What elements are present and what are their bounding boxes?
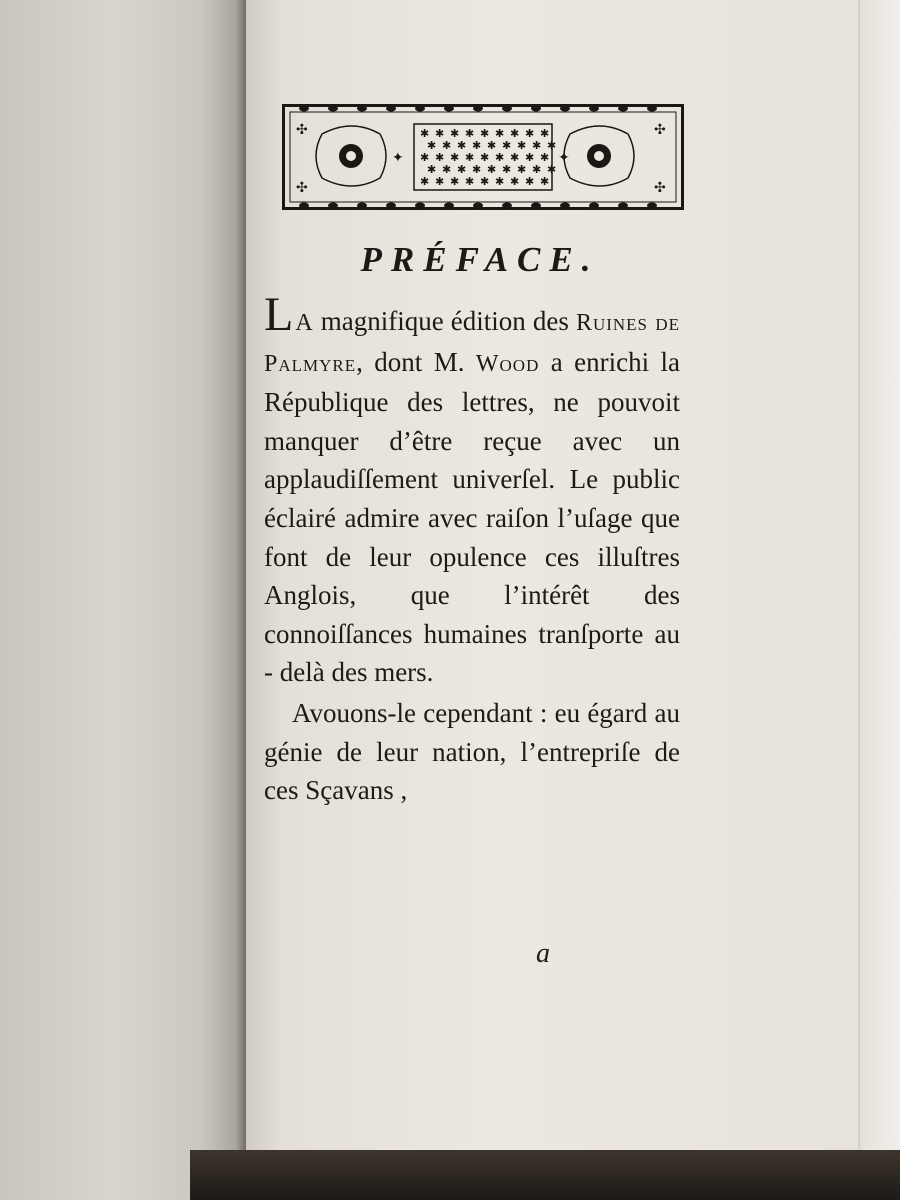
author-name: Wood — [475, 350, 540, 377]
star-ornament: ✱ — [495, 175, 505, 188]
svg-text:✣: ✣ — [654, 180, 666, 196]
star-ornament: ✱ — [442, 163, 452, 176]
border-bead — [560, 203, 570, 209]
star-ornament: ✱ — [487, 163, 497, 176]
border-bead — [502, 106, 512, 112]
border-bead — [618, 106, 628, 112]
border-bead — [357, 106, 367, 112]
svg-text:✣: ✣ — [296, 122, 308, 138]
paragraph-2: Avouons-le cependant : eu égard au génie de leur nation, l’entrepriſe de ces Sçavans , — [264, 697, 680, 806]
star-ornament: ✱ — [517, 139, 527, 152]
star-ornament: ✱ — [510, 127, 520, 140]
star-ornament: ✱ — [525, 151, 535, 164]
border-bead — [531, 106, 541, 112]
star-ornament: ✱ — [540, 151, 550, 164]
star-ornament: ✱ — [547, 163, 557, 176]
border-bead — [473, 203, 483, 209]
decorative-headband — [282, 104, 684, 210]
star-ornament: ✱ — [472, 163, 482, 176]
text-run: magnifique édition des — [313, 306, 576, 336]
star-ornament: ✱ — [435, 151, 445, 164]
left-page — [0, 0, 250, 1200]
star-ornament: ✱ — [465, 175, 475, 188]
border-bead — [444, 203, 454, 209]
star-ornament: ✱ — [457, 139, 467, 152]
page-bottom-shadow — [190, 1150, 900, 1200]
page-title: PRÉFACE. — [360, 240, 600, 279]
star-ornament: ✱ — [510, 151, 520, 164]
border-bead — [618, 203, 628, 209]
border-bead — [386, 203, 396, 209]
border-bead — [328, 106, 338, 112]
star-ornament: ✱ — [442, 139, 452, 152]
svg-text:✣: ✣ — [296, 180, 308, 196]
star-ornament: ✱ — [480, 175, 490, 188]
star-ornament: ✱ — [420, 175, 430, 188]
border-bead — [531, 203, 541, 209]
lead-small-caps: A — [295, 310, 314, 336]
signature-mark: a — [536, 938, 550, 969]
star-ornament: ✱ — [502, 163, 512, 176]
border-bead — [502, 203, 512, 209]
border-bead — [647, 106, 657, 112]
star-ornament: ✱ — [487, 139, 497, 152]
border-bead — [357, 203, 367, 209]
star-ornament: ✱ — [450, 151, 460, 164]
star-ornament: ✱ — [495, 151, 505, 164]
star-ornament: ✱ — [465, 151, 475, 164]
border-bead — [589, 106, 599, 112]
star-ornament: ✱ — [420, 127, 430, 140]
star-ornament: ✱ — [502, 139, 512, 152]
book-title: Ruines de Palmyre — [264, 310, 680, 377]
svg-text:✦: ✦ — [392, 150, 404, 166]
star-ornament: ✱ — [465, 127, 475, 140]
paragraph-1 — [264, 288, 680, 692]
star-ornament: ✱ — [480, 151, 490, 164]
star-ornament: ✱ — [517, 163, 527, 176]
star-ornament: ✱ — [510, 175, 520, 188]
star-ornament: ✱ — [435, 127, 445, 140]
star-ornament: ✱ — [427, 163, 437, 176]
border-bead — [415, 106, 425, 112]
star-ornament: ✱ — [472, 139, 482, 152]
border-bead — [415, 203, 425, 209]
svg-text:✣: ✣ — [654, 122, 666, 138]
star-ornament: ✱ — [480, 127, 490, 140]
star-ornament: ✱ — [540, 127, 550, 140]
border-bead — [444, 106, 454, 112]
star-ornament: ✱ — [525, 127, 535, 140]
border-bead — [647, 203, 657, 209]
star-ornament: ✱ — [525, 175, 535, 188]
star-ornament: ✱ — [532, 163, 542, 176]
star-ornament: ✱ — [495, 127, 505, 140]
star-ornament: ✱ — [540, 175, 550, 188]
border-bead — [328, 203, 338, 209]
star-ornament: ✱ — [435, 175, 445, 188]
drop-cap: L — [264, 288, 296, 341]
border-bead — [299, 106, 309, 112]
star-ornament: ✱ — [450, 175, 460, 188]
star-ornament: ✱ — [547, 139, 557, 152]
text-run: a enrichi la République des lettres, ne pouvoit manquer d’être reçue avec un applaudiſſement univerſel. Le public éclairé admire avec raiſon l’uſage que font de leur opulence ces illuſtres Anglois, que l’intérêt des connoiſſances humaines tranſporte au - delà des mers. — [264, 346, 680, 688]
star-ornament: ✱ — [457, 163, 467, 176]
border-bead — [473, 106, 483, 112]
border-bead — [560, 106, 570, 112]
preface-body — [264, 288, 680, 810]
headband-ornament-icon — [282, 104, 684, 210]
svg-text:✦: ✦ — [558, 150, 570, 166]
text-run: , dont M. — [356, 346, 476, 377]
border-bead — [386, 106, 396, 112]
star-ornament: ✱ — [450, 127, 460, 140]
star-ornament: ✱ — [420, 151, 430, 164]
border-bead — [589, 203, 599, 209]
star-ornament: ✱ — [532, 139, 542, 152]
star-ornament: ✱ — [427, 139, 437, 152]
border-bead — [299, 203, 309, 209]
